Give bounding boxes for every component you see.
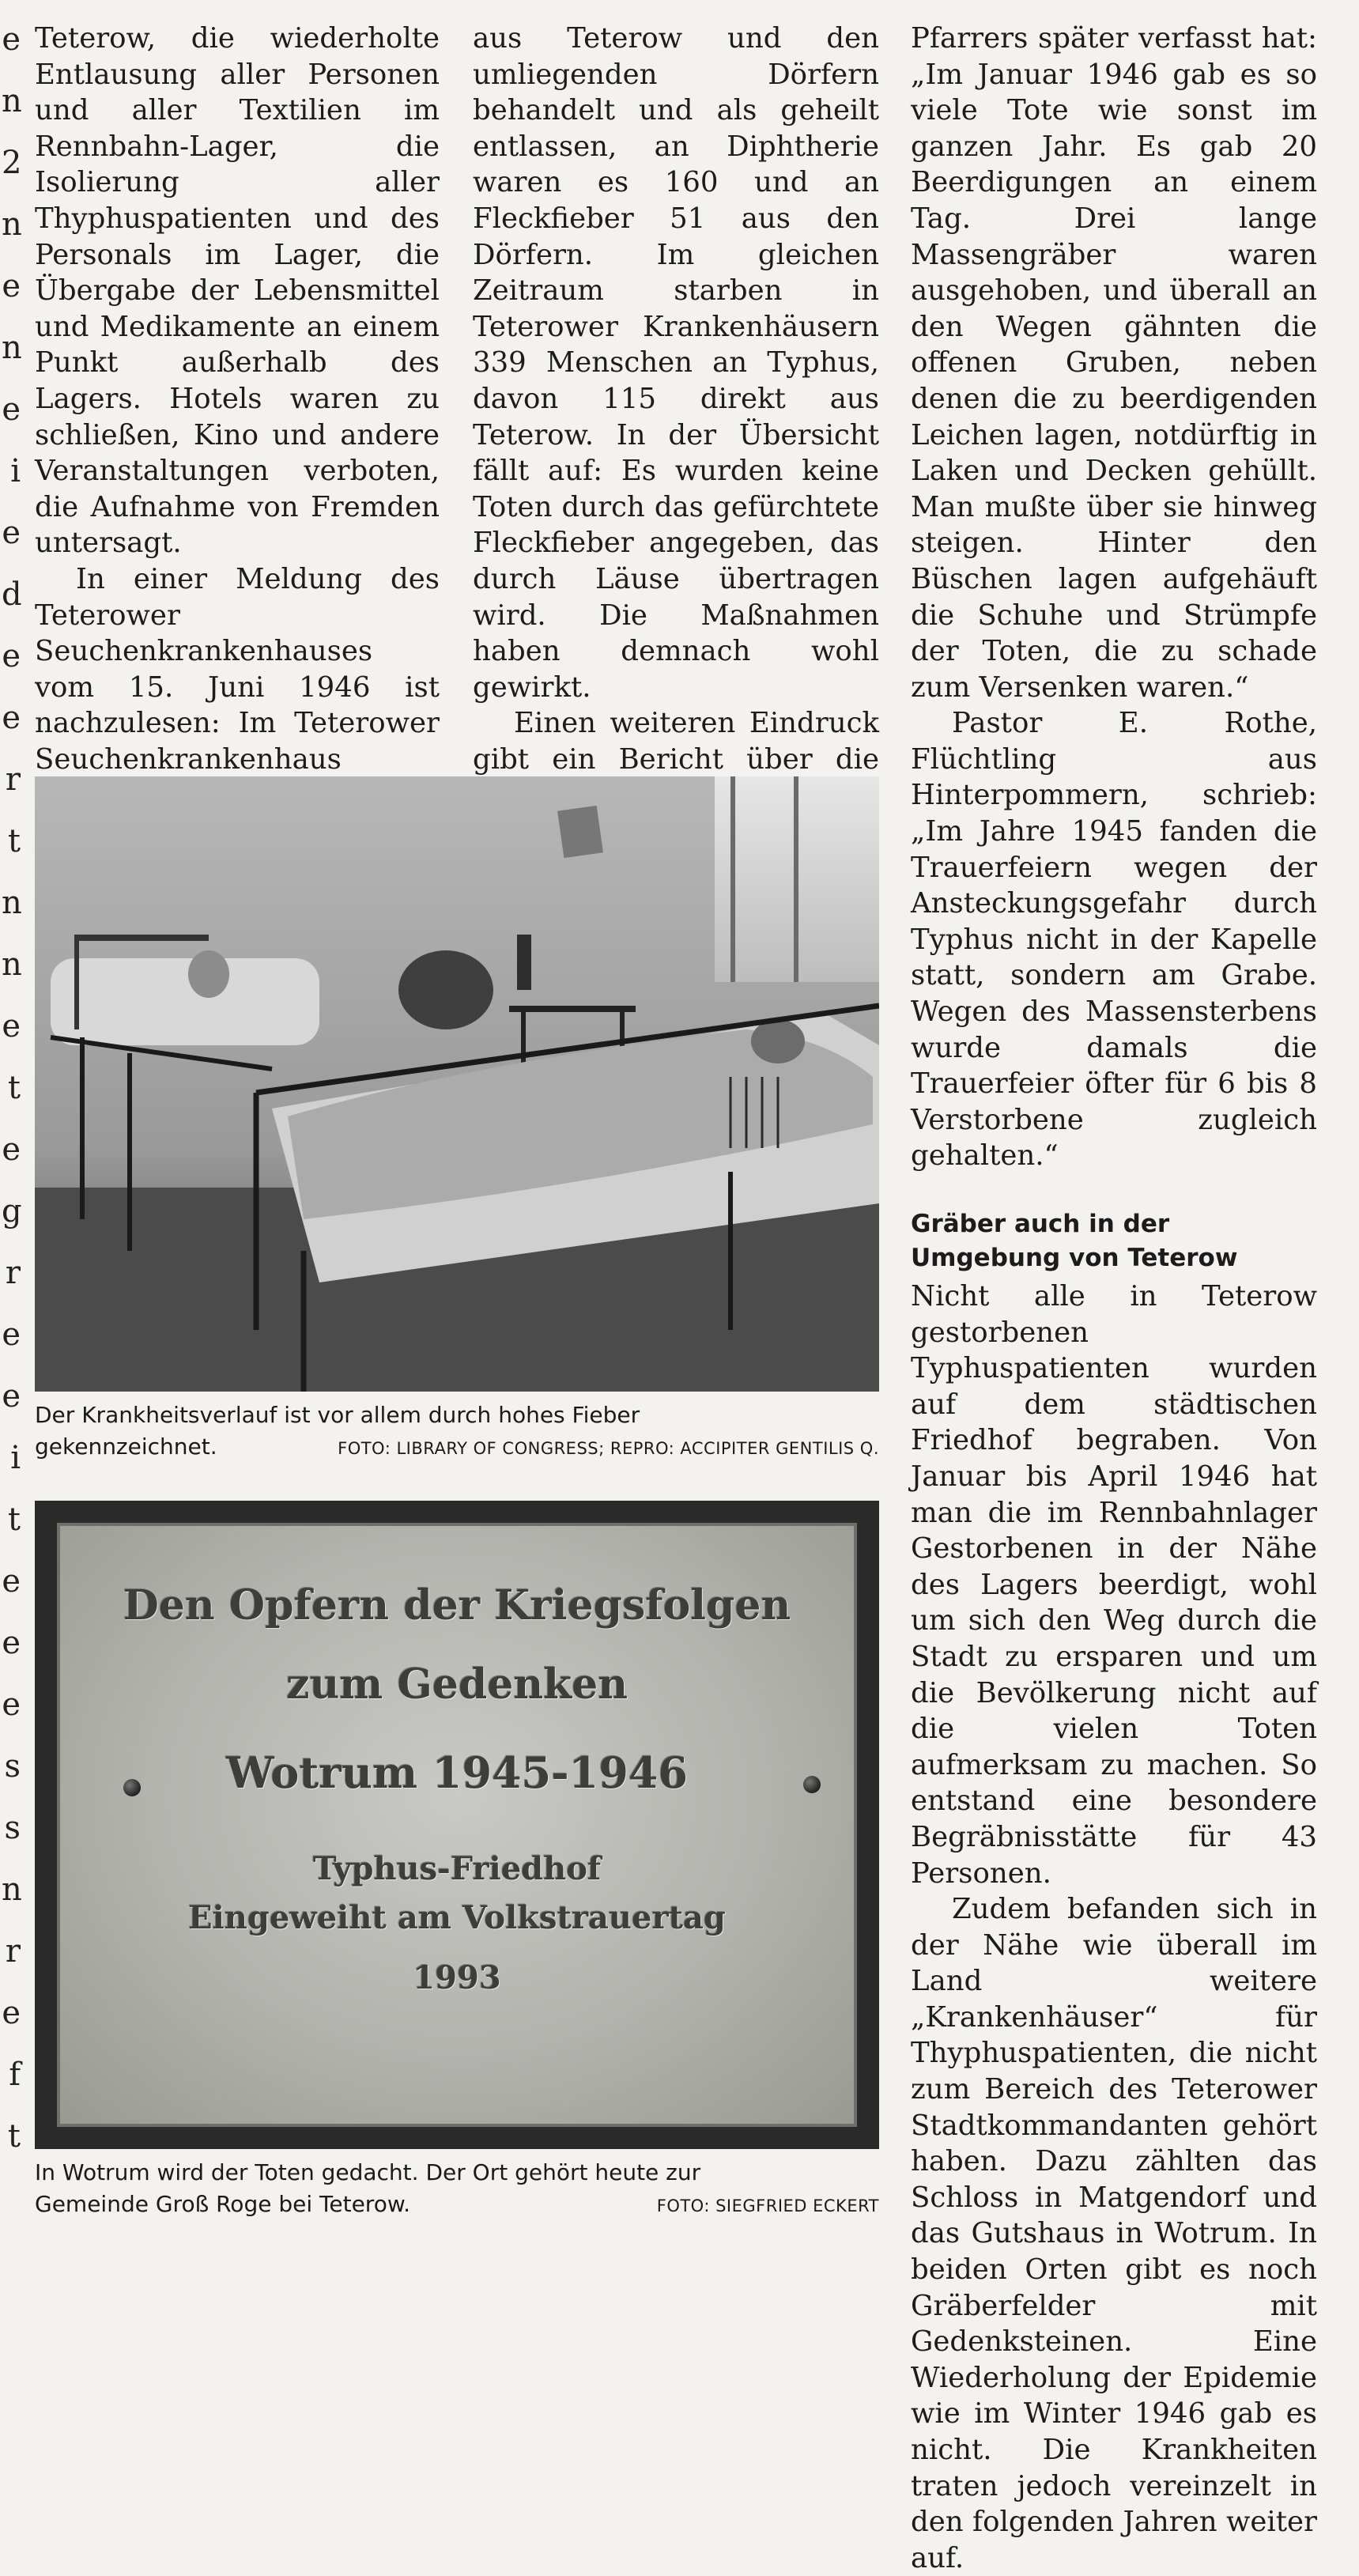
edge-letter: e xyxy=(2,1625,21,1661)
photo1-caption xyxy=(35,1399,879,1464)
edge-letter: e xyxy=(2,1008,21,1044)
photo2-caption xyxy=(35,2157,879,2222)
photo-credit: FOTO: SIEGFRIED ECKERT xyxy=(656,2196,879,2215)
edge-letter: r xyxy=(5,761,21,798)
edge-letter: r xyxy=(5,1933,21,1970)
plaque-line: zum Gedenken xyxy=(285,1660,629,1709)
paragraph: Pastor E. Rothe, Flüchtling aus Hinterpommern, schrieb: „Im Jahre 1945 fanden die Trauerfeiern wegen der Ansteckungsgefahr durch Typhus nicht in der Kapelle statt, sondern am Grabe. Wegen des Massensterbens wurde damals die Trauerfeier öfter für 6 bis 8 Verstorbene zugleich gehalten.“ xyxy=(911,707,1317,1173)
edge-letter: s xyxy=(4,1810,21,1846)
plaque-line: Wotrum 1945-1946 xyxy=(226,1747,688,1798)
edge-letter: 2 xyxy=(2,145,22,181)
edge-letter: n xyxy=(2,206,22,243)
paragraph: Nicht alle in Teterow gestorbenen Typhuspatienten wurden auf dem städtischen Friedhof begraben. Von Januar bis April 1946 hat man die im Rennbahnlager Gestorbenen in der Nähe des Lagers beerdigt, wohl um sich den Weg durch die Stadt zu ersparen und um die Bevölkerung nicht auf die vielen Toten aufmerksam zu machen. So entstand eine besondere Begräbnisstätte für 43 Personen. xyxy=(911,1280,1317,1890)
edge-letter: n xyxy=(2,330,22,366)
memorial-plaque xyxy=(57,1523,857,2127)
edge-letter: e xyxy=(2,1378,21,1415)
caption-line: Gemeinde Groß Roge bei Teterow. xyxy=(35,2191,411,2217)
paragraph: Einen weiteren Eindruck gibt ein Bericht über die xyxy=(473,707,879,776)
paragraph: In einer Meldung des Teterower Seuchenkrankenhauses vom 15. Juni 1946 ist nachzulesen: Im Teterower Seuchenkrankenhaus xyxy=(35,562,440,776)
edge-letter: t xyxy=(7,823,21,859)
edge-letter: g xyxy=(2,1193,22,1229)
ward-photo-illustration xyxy=(35,776,879,1392)
edge-letter: i xyxy=(10,453,21,489)
screw-icon xyxy=(803,1776,821,1793)
edge-letter: n xyxy=(2,946,22,983)
section-subheading: Gräber auch in der Umgebung von Teterow xyxy=(911,1210,1238,1272)
edge-letter: n xyxy=(2,885,22,921)
paragraph: aus Teterow und den umliegenden Dörfern behandelt und als geheilt entlassen, an Diphtherie waren es 160 und an Fleckfieber 51 aus den Dörfern. Im gleichen Zeitraum starben in Teterower Krankenhäusern 339 Menschen an Typhus, davon 115 direkt aus Teterow. In der Übersicht fällt auf: Es wurden keine Toten durch das gefürchtete Fleckfieber angegeben, das durch Läuse übertragen wird. Die Maßnahmen haben demnach wohl gewirkt. xyxy=(473,22,879,704)
edge-letter: e xyxy=(2,1995,21,2031)
edge-letter: e xyxy=(2,515,21,551)
memorial-plaque-photo xyxy=(35,1501,879,2149)
caption-line: Der Krankheitsverlauf ist vor allem durch hohes Fieber xyxy=(35,1402,640,1428)
plaque-line: Eingeweiht am Volkstrauertag xyxy=(188,1899,726,1936)
caption-line: In Wotrum wird der Toten gedacht. Der Ort gehört heute zur xyxy=(35,2159,701,2185)
screw-icon xyxy=(123,1779,141,1796)
edge-letter: e xyxy=(2,638,21,674)
edge-letter: e xyxy=(2,1563,21,1600)
edge-letter: f xyxy=(9,2057,21,2093)
edge-letter: e xyxy=(2,268,21,304)
edge-letter: d xyxy=(2,576,22,613)
edge-letter: n xyxy=(2,83,22,119)
edge-letter: t xyxy=(7,1070,21,1106)
edge-letter: r xyxy=(5,1255,21,1291)
paragraph: Pfarrers später verfasst hat: „Im Januar 1946 gab es so viele Tote wie sonst im ganzen Jahr. Es gab 20 Beerdigungen an einem Tag. Drei lange Massengräber waren ausgehoben, und überall an den Wegen gähnten die offenen Gruben, neben denen die zu beerdigenden Leichen lagen, notdürftig in Laken und Decken gehüllt. Man mußte über sie hinweg steigen. Hinter den Büschen lagen aufgehäuft die Schuhe und Strümpfe der Toten, die zu schade zum Versenken waren.“ xyxy=(911,22,1317,704)
paragraph: Zudem befanden sich in der Nähe wie überall im Land weitere „Krankenhäuser“ für Thyphuspatienten, die nicht zum Bereich des Teterower Stadtkommandanten gehört haben. Dazu zählten das Schloss in Matgendorf und das Gutshaus in Wotrum. In beiden Orten gibt es noch Gräberfelder mit Gedenksteinen. Eine Wiederholung der Epidemie wie im Winter 1946 gab es nicht. Die Krankheiten traten jedoch vereinzelt in den folgenden Jahren weiter auf. xyxy=(911,1893,1317,2574)
plaque-line: Typhus-Friedhof xyxy=(312,1850,602,1887)
hospital-ward-photo xyxy=(35,776,879,1392)
edge-letter: e xyxy=(2,1316,21,1353)
photo-credit: FOTO: LIBRARY OF CONGRESS; REPRO: ACCIPITER GENTILIS Q. xyxy=(338,1439,879,1458)
plaque-line: Den Opfern der Kriegsfolgen xyxy=(123,1581,791,1630)
edge-letter: e xyxy=(2,21,21,58)
plaque-line: 1993 xyxy=(413,1959,501,1996)
edge-letter: s xyxy=(4,1748,21,1785)
article-column-1 xyxy=(35,21,440,886)
edge-letter: e xyxy=(2,1686,21,1723)
edge-letter: e xyxy=(2,700,21,736)
edge-letter: t xyxy=(7,2118,21,2155)
article-column-2 xyxy=(473,21,879,886)
caption-line: gekennzeichnet. xyxy=(35,1433,217,1460)
edge-letter: n xyxy=(2,1872,22,1908)
edge-letter: i xyxy=(10,1440,21,1476)
edge-letter: e xyxy=(2,1131,21,1168)
article-column-3 xyxy=(911,21,1317,2576)
paragraph: Teterow, die wiederholte Entlausung aller Personen und aller Textilien im Rennbahn-Lager, die Isolierung aller Thyphuspatienten und des Personals im Lager, die Übergabe der Lebensmittel und Medikamente an einem Punkt außerhalb des Lagers. Hotels waren zu schließen, Kino und andere Veranstaltungen verboten, die Aufnahme von Fremden untersagt. xyxy=(35,22,440,560)
edge-letter: t xyxy=(7,1501,21,1538)
left-margin-fragments xyxy=(0,0,28,2285)
edge-letter: e xyxy=(2,391,21,428)
